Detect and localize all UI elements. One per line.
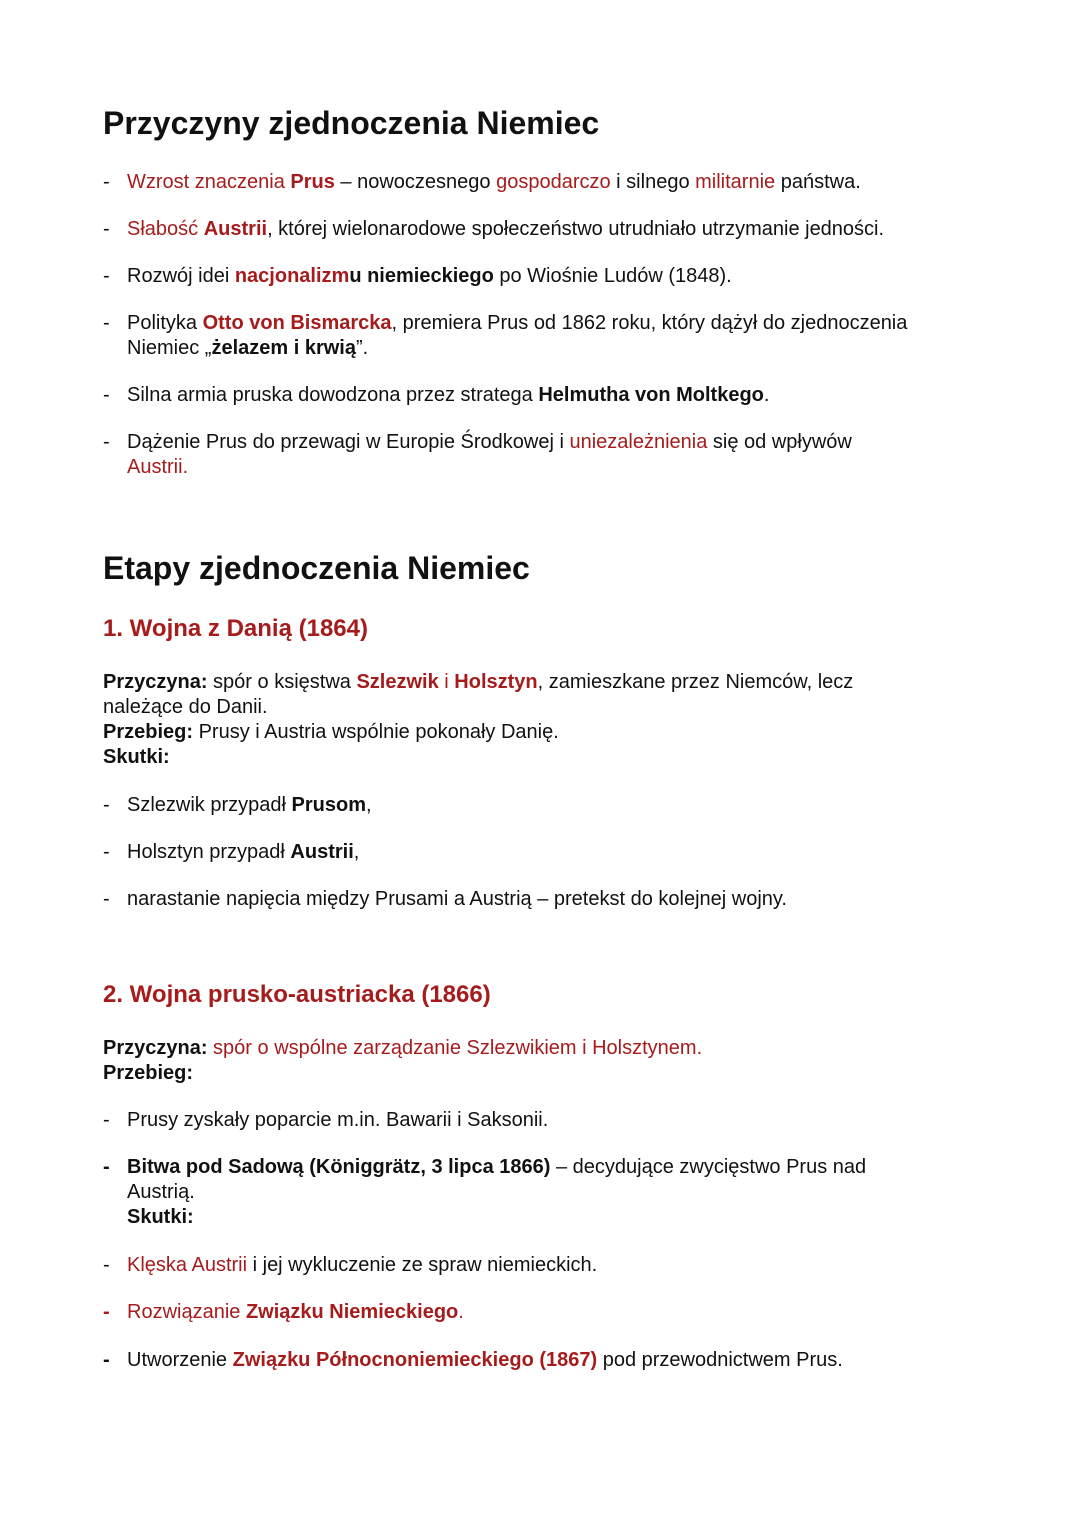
- bullet-dash: -: [103, 1156, 110, 1178]
- war2-description: Przyczyna: spór o wspólne zarządzanie Szlezwikiem i Holsztynem. Przebieg:: [103, 1037, 703, 1084]
- list-item: - Dążenie Prus do przewagi w Europie Środkowej i uniezależnienia się od wpływów Austrii.: [103, 431, 852, 478]
- list-item: - narastanie napięcia między Prusami a Austrią – pretekst do kolejnej wojny.: [103, 888, 787, 910]
- bullet-dash: -: [103, 431, 110, 453]
- bullet-dash: -: [103, 1254, 110, 1276]
- section1-title: Przyczyny zjednoczenia Niemiec: [103, 105, 600, 141]
- war1-description: Przyczyna: spór o księstwa Szlezwik i Holsztyn, zamieszkane przez Niemców, lecz należące do Danii. Przebieg: Prusy i Austria wspólnie pokonały Danię. Skutki:: [103, 671, 854, 768]
- list-item: - Silna armia pruska dowodzona przez stratega Helmutha von Moltkego.: [103, 384, 770, 406]
- bullet-dash: -: [103, 841, 110, 863]
- list-item: - Holsztyn przypadł Austrii,: [103, 841, 360, 863]
- bullet-dash: -: [103, 794, 110, 816]
- list-item: - Słabość Austrii, której wielonarodowe społeczeństwo utrudniało utrzymanie jedności.: [103, 218, 885, 240]
- bullet-dash: -: [103, 312, 110, 334]
- list-item: - Polityka Otto von Bismarcka, premiera Prus od 1862 roku, który dążył do zjednoczenia Niemiec „żelazem i krwią”.: [103, 312, 908, 359]
- bullet-dash: -: [103, 265, 110, 287]
- section2-title: Etapy zjednoczenia Niemiec: [103, 550, 530, 586]
- war1-heading: 1. Wojna z Danią (1864): [103, 615, 368, 642]
- list-item: - Utworzenie Związku Północnoniemieckiego (1867) pod przewodnictwem Prus.: [103, 1349, 843, 1371]
- list-item: - Klęska Austrii i jej wykluczenie ze spraw niemieckich.: [103, 1254, 598, 1276]
- bullet-dash: -: [103, 1349, 110, 1371]
- bullet-dash: -: [103, 218, 110, 240]
- list-item: - Wzrost znaczenia Prus – nowoczesnego gospodarczo i silnego militarnie państwa.: [103, 171, 861, 193]
- list-item: - Szlezwik przypadł Prusom,: [103, 794, 372, 816]
- list-item: - Prusy zyskały poparcie m.in. Bawarii i Saksonii.: [103, 1109, 549, 1131]
- list-item: - Bitwa pod Sadową (Königgrätz, 3 lipca 1866) – decydujące zwycięstwo Prus nad Austrią. Skutki:: [103, 1156, 867, 1228]
- bullet-dash: -: [103, 171, 110, 193]
- list-item: - Rozwój idei nacjonalizmu niemieckiego po Wiośnie Ludów (1848).: [103, 265, 732, 287]
- bullet-dash: -: [103, 384, 110, 406]
- war2-heading: 2. Wojna prusko-austriacka (1866): [103, 981, 491, 1008]
- bullet-dash: -: [103, 1301, 110, 1323]
- bullet-dash: -: [103, 1109, 110, 1131]
- bullet-dash: -: [103, 888, 110, 910]
- list-item: - Rozwiązanie Związku Niemieckiego.: [103, 1301, 464, 1323]
